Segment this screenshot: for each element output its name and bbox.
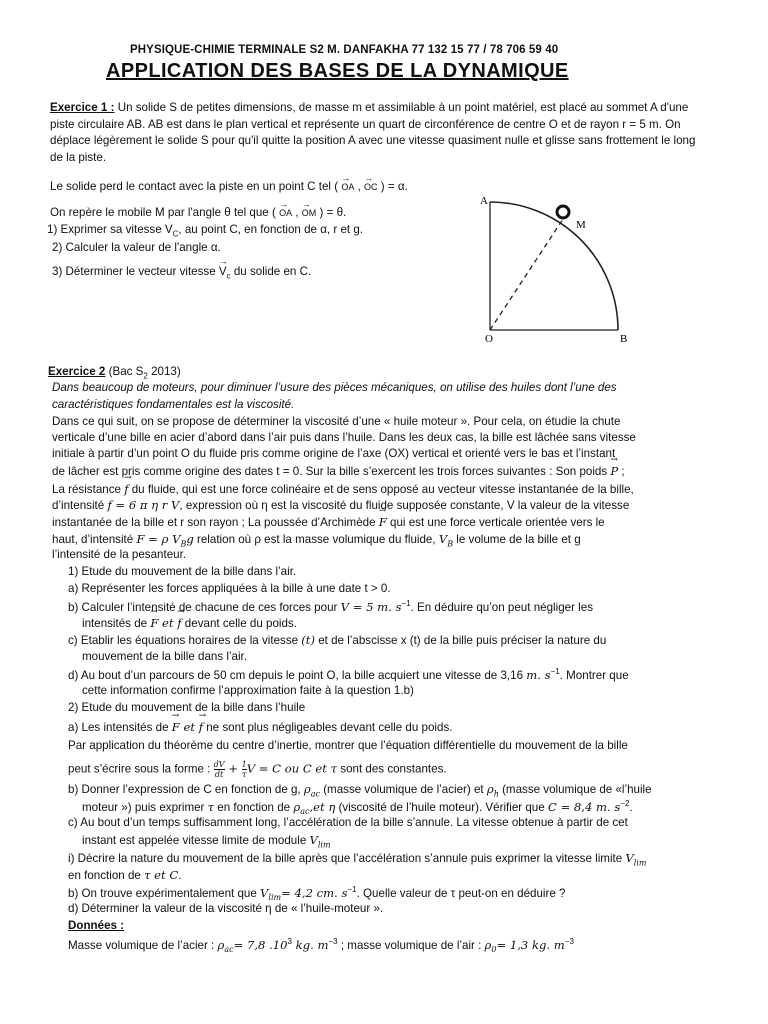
question-2a: [68, 720, 452, 734]
question-2c: c) Au bout d’un temps suffisamment long, l’accélération de la bille s’annule. La vitesse obtenue à partir de cet: [68, 816, 628, 829]
exercise-2-source: (Bac S: [105, 365, 144, 378]
ex2-line-7: [52, 515, 605, 529]
data1-unit: kg. m: [292, 937, 329, 952]
frac-den: dt: [214, 770, 224, 779]
s2a3-text: peut s’écrire sous la forme :: [68, 762, 214, 776]
mobile-m: [557, 206, 569, 218]
s2i2-text: en fonction de: [68, 869, 145, 882]
section-2-title: 2) Etude du mouvement de la bille dans l’huile: [68, 701, 306, 714]
force-f: → f: [124, 482, 128, 496]
force-F: → F: [379, 515, 387, 529]
section-1-title: 1) Etude du mouvement de la bille dans l’air.: [68, 565, 297, 578]
data1-rho: ρ: [217, 937, 225, 952]
s2b-rhoh-sub: h: [493, 789, 499, 799]
q1-end: , au point C, en fonction de α, r et g.: [178, 223, 364, 236]
s2a-text: a) Les intensités de: [68, 721, 172, 734]
l7-text: instantanée de la bille et r son rayon ; La poussée d’Archimède: [52, 516, 379, 529]
frac-one: 1: [241, 760, 247, 769]
label-a: A: [480, 195, 488, 207]
l6-end: , expression où η est la viscosité du fluide supposée constante, V la valeur de la vitesse: [179, 499, 630, 512]
s2b-rhoh: ρ: [486, 782, 494, 796]
ex2-line-1: Dans ce qui suit, on se propose de déterminer la viscosité d’une « huile moteur ». Pour cela, on étudie la chute: [52, 415, 621, 428]
s2c2-v: V: [309, 833, 318, 847]
l6-eq: f = 6 π η r V: [107, 498, 180, 512]
ex2-line-2: verticale d’une bille en acier d’abord dans l’air puis dans l’huile. Dans les deux cas, la bille est lâchée sans vitesse: [52, 431, 636, 444]
s1d-unit: m. s: [526, 667, 551, 682]
s2b2-mid: en fonction de: [214, 800, 294, 814]
l8-g: g: [186, 532, 194, 546]
s2b-rho-sub: ac: [310, 789, 320, 799]
s2a-f: → f: [199, 720, 203, 734]
exercise-1-angle: On repère le mobile M par l'angle θ tel que ( → OA , → OM ) = θ.: [50, 206, 346, 219]
l6-text: d’intensité: [52, 499, 108, 512]
data1-exp: 3: [287, 937, 292, 946]
data1-sub: ac: [224, 945, 234, 955]
s2a3-end: sont des constantes.: [337, 762, 447, 776]
s1d-end: . Montrer que: [559, 668, 629, 682]
l4-text: de lâcher est pris comme origine des dates t = 0. Sur la bille s’exercent les trois forces suivantes : Son poids: [52, 465, 611, 478]
s2b-text: b) Donner l’expression de C en fonction de g,: [68, 783, 304, 796]
l8-vb: V: [438, 532, 448, 546]
s2bb-sub: lim: [268, 893, 282, 903]
s2a-F: → F: [172, 720, 180, 734]
s2a-et: et: [179, 720, 199, 734]
s1b-end: . En déduire qu’on peut négliger les: [410, 600, 593, 614]
s2i-v: V: [625, 851, 634, 865]
s2b2-mid2: (viscosité de l’huile moteur). Vérifier que: [335, 800, 548, 814]
q3-sub: c: [226, 271, 231, 281]
question-1b: [68, 599, 593, 614]
angle-text: On repère le mobile M par l'angle θ tel que (: [50, 206, 276, 219]
ex2-line-3: initiale à partir d’un point O du fluide pris comme origine de l’axe (OX) vertical et orienté vers le bas et l’instant: [52, 447, 616, 460]
frac-num: dV: [213, 760, 225, 769]
ex2-line-6: [52, 498, 629, 512]
question-2i: [68, 851, 647, 867]
exercise-1-contact: Le solide perd le contact avec la piste en un point C tel ( → OA , → OC ) = α.: [50, 180, 408, 193]
data1-eq: = 7,8 .10: [233, 937, 288, 952]
source-sub: 2: [143, 371, 148, 381]
s1b-text: b) Calculer l’intensité de chacune de ces forces pour: [68, 600, 341, 614]
s1b2-F: → F: [150, 616, 158, 630]
s1d-text: d) Au bout d’un parcours de 50 cm depuis le point O, la bille acquiert une vitesse de 3,16: [68, 668, 527, 682]
question-1b-cont: [82, 616, 297, 630]
l8-vb-sub: B: [447, 539, 454, 549]
q1-text: 1) Exprimer sa vitesse V: [47, 223, 173, 236]
vector-vc: → V: [219, 265, 227, 278]
s2b-rho: ρ: [303, 782, 311, 796]
data1-uexp: −3: [328, 937, 338, 946]
header-line: PHYSIQUE-CHIMIE TERMINALE S2 M. DANFAKHA 77 132 15 77 / 78 706 59 40: [130, 44, 559, 56]
s2a-end: ne sont plus négligeables devant celle du poids.: [203, 721, 453, 734]
s1c-t: (t): [301, 633, 315, 647]
s2c2-text: instant est appelée vitesse limite de module: [82, 834, 310, 847]
data2-exp: −3: [564, 937, 574, 946]
s2bb-end: . Quelle valeur de τ peut-on en déduire ?: [356, 886, 566, 900]
s2b2-rho-sub: ac: [300, 807, 310, 817]
s2b2-exp: −2: [620, 799, 630, 808]
l5-text: La résistance: [52, 483, 125, 496]
frac-tau: τ: [241, 770, 247, 779]
angle-end: ) = θ.: [319, 206, 347, 219]
question-1a: a) Représenter les forces appliquées à la bille à une date t > 0.: [68, 582, 391, 595]
s1b2-f: → f: [177, 616, 181, 630]
question-2c-cont: [82, 833, 331, 849]
question-2b-bis: [68, 885, 566, 902]
q1-sub: C: [172, 229, 179, 239]
exercise-1-question-3: [52, 265, 311, 280]
label-b: B: [620, 333, 628, 345]
l7-end: qui est une force verticale orientée vers le: [386, 516, 605, 529]
question-1d-cont: cette information confirme l’approximation faite à la question 1.b): [82, 684, 414, 697]
l5-end: du fluide, qui est une force colinéaire et de sens opposé au vecteur vitesse instantanée de la bille,: [128, 483, 634, 496]
s1b-exp: −1: [401, 599, 411, 608]
l8-end: relation où ρ est la masse volumique du fluide,: [193, 533, 439, 546]
s1b2-end: devant celle du poids.: [181, 617, 297, 630]
data1-text: Masse volumique de l’acier :: [68, 938, 218, 952]
ex2-line-8: [52, 532, 581, 548]
s2i2-end: .: [178, 869, 182, 882]
s2bb-exp: −1: [347, 885, 357, 894]
vector-om: → OM: [302, 208, 317, 218]
s2b2-text: moteur ») puis exprimer: [82, 800, 208, 814]
s1b-eq: V = 5 m. s: [340, 599, 402, 614]
s2b2-et: ,et η: [309, 799, 336, 814]
s2b2-end: .: [629, 800, 633, 814]
quarter-circle-figure: [470, 190, 640, 350]
s2a3-eq: V = C ou C et τ: [246, 761, 338, 776]
question-2d: d) Déterminer la valeur de la viscosité η de « l’huile-moteur ».: [68, 902, 384, 915]
question-2a-cont: Par application du théorème du centre d’inertie, montrer que l’équation différentielle du mouvement de la bille: [68, 739, 628, 752]
s2bb-eq: = 4,2 cm. s: [281, 885, 348, 900]
l8-eq: F = ρ V: [136, 532, 181, 546]
s2bb-v: V: [260, 885, 269, 900]
vector-oa: → OA: [341, 182, 354, 192]
exercise-1-label: Exercice 1 :: [50, 101, 115, 114]
exercise-2-label: Exercice 2: [48, 365, 106, 378]
page-title: APPLICATION DES BASES DE LA DYNAMIQUE: [106, 60, 569, 82]
s2b-end: (masse volumique de «l’huile: [498, 783, 652, 796]
q3-end: du solide en C.: [230, 265, 312, 278]
s1c-text: c) Etablir les équations horaires de la vitesse: [68, 634, 302, 647]
question-1d: [68, 667, 629, 682]
contact-end: ) = α.: [380, 180, 408, 193]
data1-mid: ; masse volumique de l’air :: [337, 938, 485, 952]
ex2-line-5: [52, 482, 634, 496]
data2-rho: ρ: [484, 937, 492, 952]
plus-sign: +: [224, 761, 242, 776]
exercise-2-heading: [48, 365, 181, 380]
vector-oc: → OC: [364, 182, 378, 192]
weight-p: → P: [610, 464, 618, 478]
exercise-1-text: Un solide S de petites dimensions, de masse m et assimilable à un point matériel, est placé au sommet A d'une piste circulaire AB. AB est dans le plan vertical et représente un quart de circonférence de centre O et de rayon r = 5 m. On déplace légèrement le solide S pour qu'il quitte la position A avec une vitesse quasiment nulle et glisse sans frottement le long de la piste.: [50, 101, 696, 164]
exercise-1-question-1: [47, 223, 363, 238]
contact-text: Le solide perd le contact avec la piste en un point C tel (: [50, 180, 339, 193]
question-2a-equation: [68, 760, 447, 779]
exercise-1-intro: [50, 100, 710, 166]
exercise-1-question-2: 2) Calculer la valeur de l'angle α.: [52, 241, 221, 254]
data2-eq: = 1,3 kg. m: [496, 937, 565, 952]
s2i-sub: lim: [633, 858, 647, 868]
s2b2-tau: τ: [207, 799, 215, 814]
s1c-end: et de l’abscisse x (t) de la bille puis préciser la nature du: [315, 634, 607, 647]
s2bb-text: b) On trouve expérimentalement que: [68, 886, 261, 900]
vector-oa-2: → OA: [279, 208, 292, 218]
radius-om: [490, 219, 563, 330]
l8-text: haut, d’intensité: [52, 533, 137, 546]
s2b-mid: (masse volumique de l’acier) et: [319, 783, 487, 796]
donnees-heading: Données :: [68, 919, 125, 932]
donnees-line: [68, 937, 574, 954]
ex2-intro-1: Dans beaucoup de moteurs, pour diminuer l’usure des pièces mécaniques, on utilise des huiles dont l’une des: [52, 381, 617, 394]
s2i-text: i) Décrire la nature du mouvement de la bille après que l’accélération s’annule puis exprimer la vitesse limite: [68, 852, 626, 865]
l8-sub: B: [180, 539, 187, 549]
ex2-line-4: [52, 464, 625, 478]
s2c2-sub: lim: [317, 840, 331, 850]
question-2i-cont: [68, 868, 181, 882]
s2i2-eq: τ et C: [144, 868, 179, 882]
l8-end2: le volume de la bille et g: [453, 533, 581, 546]
data2-sub: 0: [491, 945, 497, 955]
frac-dv-dt: [214, 760, 225, 779]
label-m: M: [576, 219, 586, 231]
l4-end: ;: [618, 465, 625, 478]
source-end: 2013): [147, 365, 181, 378]
s2b2-rho: ρ: [293, 799, 301, 814]
label-o: O: [485, 333, 493, 345]
s1d-exp: −1: [550, 667, 560, 676]
s2b2-eq: C = 8,4 m. s: [547, 799, 621, 814]
question-2b-cont: [82, 799, 633, 816]
question-1c: [68, 633, 606, 647]
s1b2-et: et: [158, 616, 178, 630]
question-1c-cont: mouvement de la bille dans l’air.: [82, 650, 247, 663]
question-2b: [68, 782, 652, 798]
s1b2-text: intensités de: [82, 617, 151, 630]
ex2-intro-2: caractéristiques fondamentales est la viscosité.: [52, 398, 295, 411]
circular-track: [490, 202, 618, 330]
q3-text: 3) Déterminer le vecteur vitesse: [52, 265, 219, 278]
ex2-line-9: l’intensité de la pesanteur.: [52, 548, 187, 561]
